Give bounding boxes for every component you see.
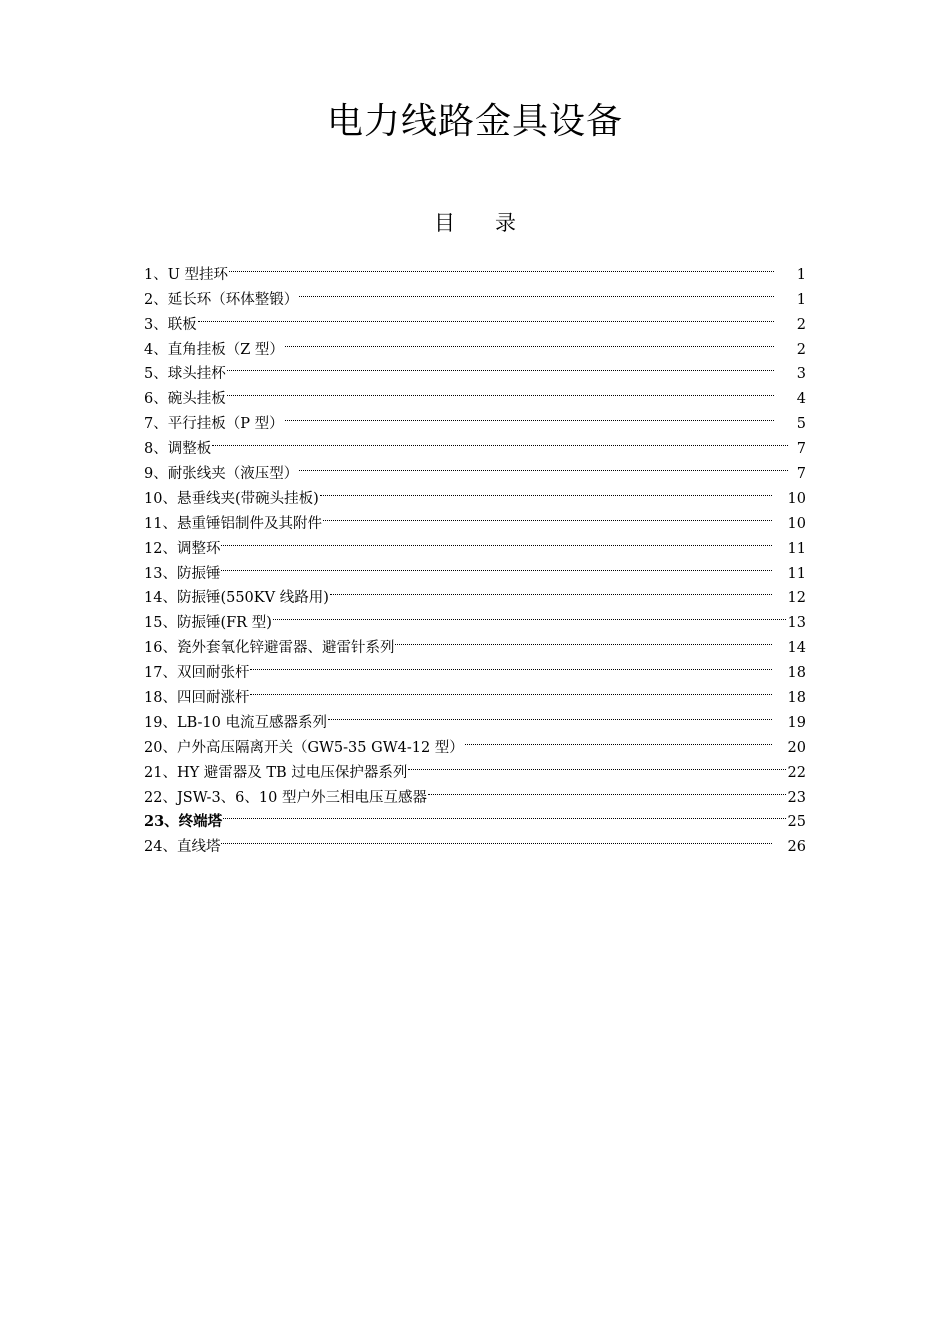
toc-entry[interactable] — [144, 329, 806, 358]
toc-entry-page: 7 — [796, 441, 806, 458]
toc-entry-label: 1、U 型挂环 — [144, 266, 229, 283]
toc-entry-label: 10、悬垂线夹(带碗头挂板) — [144, 490, 319, 507]
toc-dot-leader — [198, 304, 774, 329]
toc-dot-leader — [320, 478, 772, 503]
toc-dot-leader — [328, 702, 772, 727]
toc-dot-leader — [227, 378, 774, 403]
toc-entry-label: 7、平行挂板（P 型） — [144, 416, 284, 433]
toc-entry-page: 23 — [787, 789, 806, 806]
toc-dot-leader — [273, 602, 786, 627]
toc-dot-leader — [250, 677, 771, 702]
toc-entry-label: 9、耐张线夹（液压型） — [144, 466, 299, 483]
document-title: 电力线路金具设备 — [326, 101, 623, 142]
toc-entry-page: 19 — [787, 714, 806, 731]
toc-entry-page: 18 — [787, 665, 806, 682]
toc-entry-page: 1 — [796, 266, 806, 283]
toc-entry-label: 4、直角挂板（Z 型） — [144, 341, 284, 358]
toc-entry-label: 18、四回耐涨杆 — [144, 690, 250, 707]
toc-entry-label: 17、双回耐张杆 — [144, 665, 250, 682]
toc-entry-label: 2、延长环（环体整锻） — [144, 291, 299, 308]
toc-entry-page: 10 — [787, 490, 806, 507]
toc-entry-label: 22、JSW-3、6、10 型户外三相电压互感器 — [144, 789, 427, 806]
toc-entry[interactable] — [144, 802, 806, 831]
toc-entry-label: 14、防振锤(550KV 线路用) — [144, 590, 329, 607]
toc-entry-page: 4 — [796, 391, 806, 408]
toc-dot-leader — [221, 553, 771, 578]
toc-entry[interactable] — [144, 378, 806, 408]
toc-heading — [0, 208, 950, 238]
toc-dot-leader — [428, 777, 786, 802]
toc-entry-label: 15、防振锤(FR 型) — [144, 615, 272, 632]
toc-entry-page: 25 — [787, 814, 806, 831]
toc-entry-page: 1 — [796, 291, 806, 308]
toc-entry[interactable] — [144, 428, 806, 458]
toc-dot-leader — [299, 279, 774, 304]
toc-dot-leader — [221, 826, 771, 851]
toc-dot-leader — [229, 254, 774, 279]
toc-heading-char-1: 目 — [434, 211, 455, 235]
toc-entry-page: 11 — [787, 565, 806, 582]
toc-heading-char-2: 录 — [495, 211, 516, 235]
toc-entry-label: 19、LB-10 电流互感器系列 — [144, 714, 327, 731]
toc-entry[interactable] — [144, 553, 806, 582]
toc-entry-page: 5 — [796, 416, 806, 433]
toc-entry-label: 21、HY 避雷器及 TB 过电压保护器系列 — [144, 764, 408, 781]
toc-entry-label: 16、瓷外套氧化锌避雷器、避雷针系列 — [144, 640, 395, 657]
toc-dot-leader — [285, 403, 774, 428]
toc-entry-page: 3 — [796, 366, 806, 383]
toc-entry-page: 7 — [796, 466, 806, 483]
toc-entry-label: 24、直线塔 — [144, 839, 221, 856]
toc-entry[interactable] — [144, 254, 806, 283]
toc-entry[interactable] — [144, 279, 806, 308]
toc-entry-page: 20 — [787, 739, 806, 756]
toc-entry-label: 3、联板 — [144, 316, 197, 333]
toc-dot-leader — [223, 802, 785, 827]
toc-entry[interactable] — [144, 578, 806, 607]
toc-entry-label: 23、终端塔 — [144, 813, 223, 831]
toc-entry-label: 12、调整环 — [144, 540, 221, 557]
toc-dot-leader — [330, 578, 772, 603]
toc-dot-leader — [221, 528, 771, 553]
toc-entry[interactable] — [144, 528, 806, 557]
toc-dot-leader — [395, 627, 771, 652]
toc-entry-page: 2 — [796, 316, 806, 333]
toc-dot-leader — [465, 727, 772, 752]
toc-dot-leader — [299, 453, 788, 478]
toc-entry-page: 10 — [787, 515, 806, 532]
toc-dot-leader — [227, 354, 774, 379]
toc-entry-label: 20、户外高压隔离开关（GW5-35 GW4-12 型） — [144, 739, 464, 756]
toc-entry[interactable] — [144, 826, 806, 856]
toc-entry[interactable] — [144, 453, 806, 483]
toc-entry-page: 2 — [796, 341, 806, 358]
toc-entry-page: 14 — [787, 640, 806, 657]
toc-entry-page: 13 — [787, 615, 806, 632]
toc-dot-leader — [408, 752, 785, 777]
toc-entry[interactable] — [144, 403, 806, 433]
toc-entry-page: 26 — [787, 839, 806, 856]
toc-list — [144, 254, 806, 856]
toc-entry-label: 11、悬重锤铝制件及其附件 — [144, 515, 322, 532]
toc-entry[interactable] — [144, 354, 806, 383]
toc-entry-label: 5、球头挂杯 — [144, 366, 226, 383]
toc-entry-page: 18 — [787, 690, 806, 707]
toc-entry-label: 6、碗头挂板 — [144, 391, 226, 408]
toc-dot-leader — [250, 652, 771, 677]
toc-entry-page: 12 — [787, 590, 806, 607]
toc-dot-leader — [285, 329, 774, 354]
toc-entry[interactable] — [144, 304, 806, 333]
toc-dot-leader — [212, 428, 788, 453]
toc-entry-page: 22 — [787, 764, 806, 781]
toc-dot-leader — [323, 503, 772, 528]
toc-entry-label: 13、防振锤 — [144, 565, 221, 582]
toc-entry-page: 11 — [787, 540, 806, 557]
toc-entry-label: 8、调整板 — [144, 441, 212, 458]
